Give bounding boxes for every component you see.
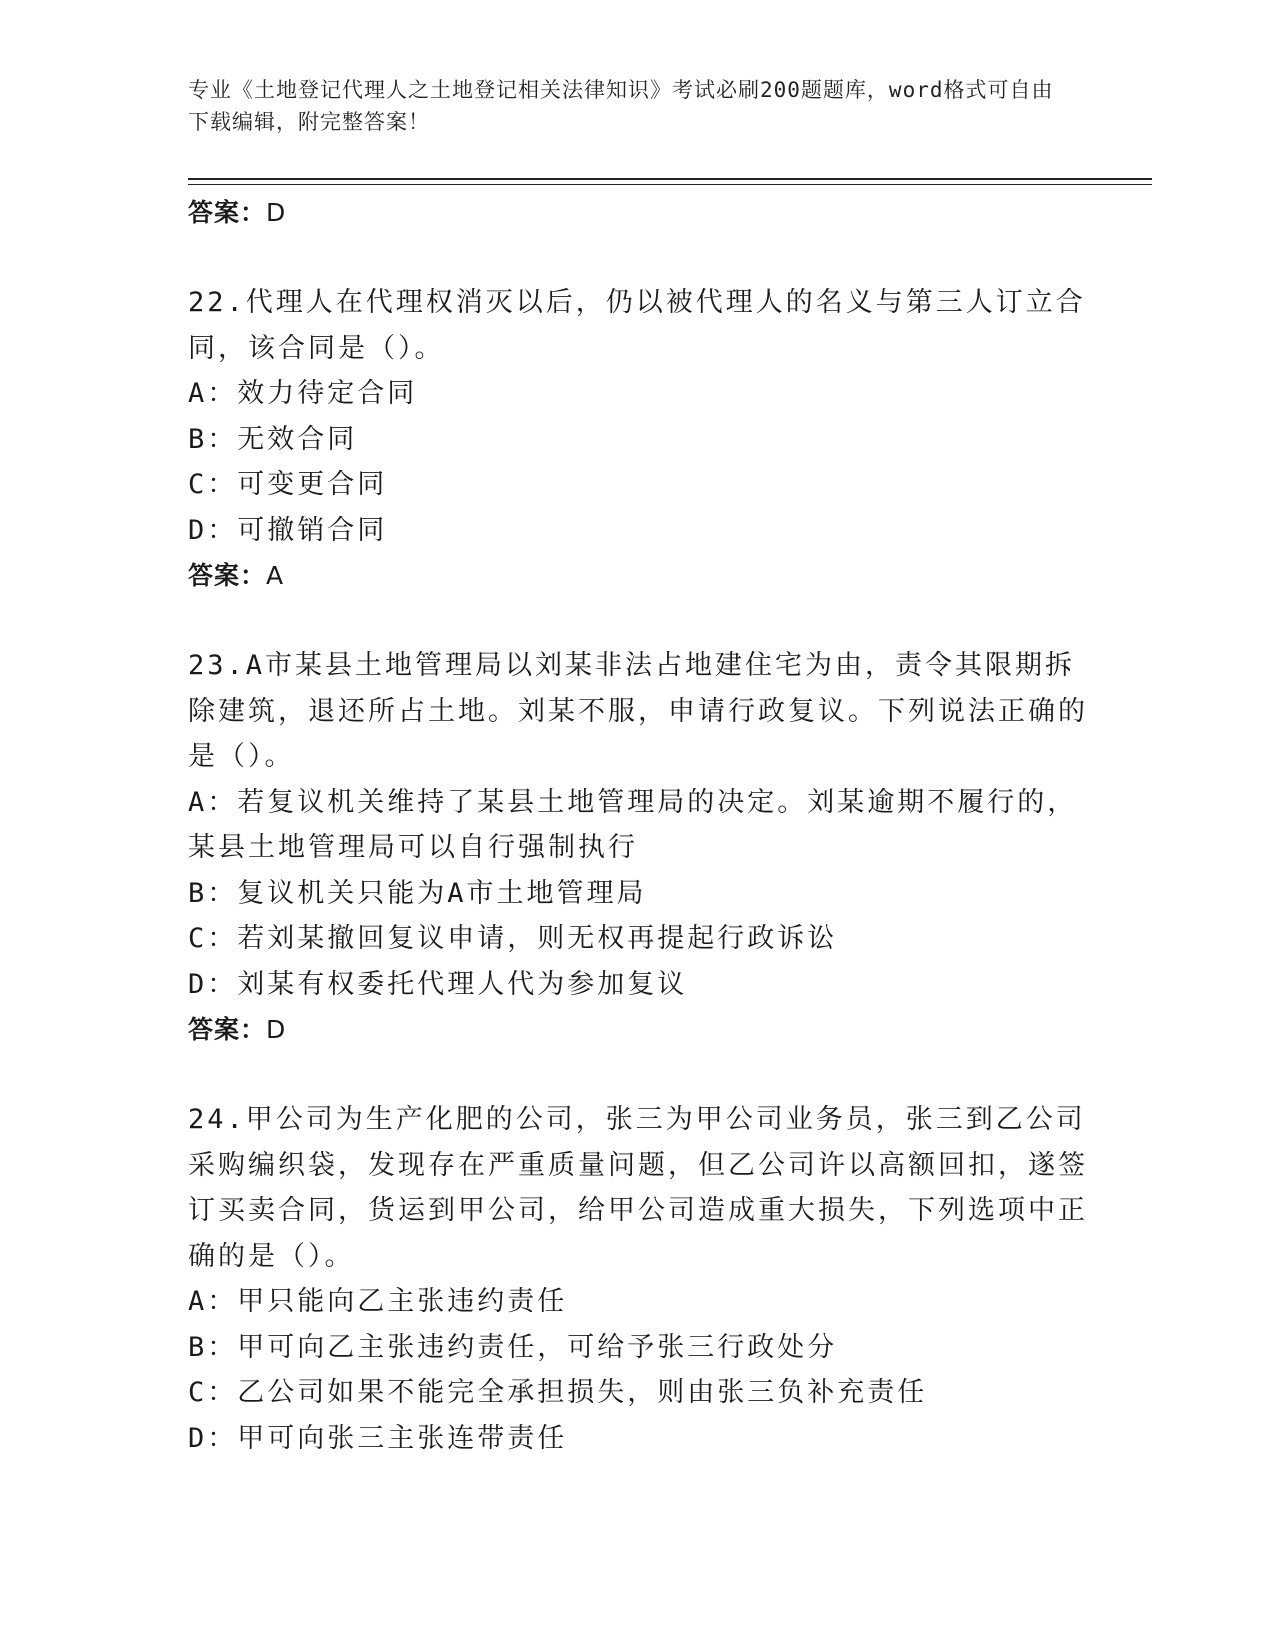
option-b: B：无效合同 <box>188 423 358 455</box>
option-a: A：若复议机关维持了某县土地管理局的决定。刘某逾期不履行的，某县土地管理局可以自行强制执行 <box>188 786 1078 863</box>
header-divider-thick <box>188 178 1152 180</box>
spacer <box>188 1052 1088 1097</box>
answer-line <box>188 1007 1088 1052</box>
option-a: A：甲只能向乙主张违约责任 <box>188 1286 568 1317</box>
answer-label: 答案： <box>188 1015 267 1044</box>
spacer <box>188 235 1088 280</box>
option-c: C：可变更合同 <box>188 469 388 500</box>
answer-line <box>188 553 1088 598</box>
answer-label: 答案： <box>188 198 267 227</box>
option-d: D：刘某有权委托代理人代为参加复议 <box>188 968 688 1000</box>
answer-value: A <box>266 561 285 590</box>
answer-value: D <box>266 198 287 227</box>
question-list <box>188 190 1088 1461</box>
question-stem: 24.甲公司为生产化肥的公司，张三为甲公司业务员，张三到乙公司采购编织袋，发现存在严重质量问题，但乙公司许以高额回扣，遂签订买卖合同，货运到甲公司，给甲公司造成重大损失，下列选项中正确的是（）。 <box>188 1104 1088 1272</box>
question-stem: 22.代理人在代理权消灭以后，仍以被代理人的名义与第三人订立合同，该合同是（）。 <box>188 287 1086 364</box>
option-d: D：甲可向张三主张连带责任 <box>188 1422 568 1454</box>
header-divider-thin <box>188 184 1152 185</box>
spacer <box>188 598 1088 643</box>
answer-label: 答案： <box>188 561 267 590</box>
option-b: B：甲可向乙主张违约责任，可给予张三行政处分 <box>188 1331 838 1363</box>
option-b: B：复议机关只能为A市土地管理局 <box>188 877 647 909</box>
answer-line <box>188 190 1088 235</box>
document-header-title: 专业《土地登记代理人之土地登记相关法律知识》考试必刷200题题库，word格式可自由下载编辑，附完整答案！ <box>188 78 1054 134</box>
answer-value: D <box>266 1015 287 1044</box>
question-stem: 23.A市某县土地管理局以刘某非法占地建住宅为由，责令其限期拆除建筑，退还所占土地。刘某不服，申请行政复议。下列说法正确的是（）。 <box>188 650 1088 772</box>
option-c: C：若刘某撤回复议申请，则无权再提起行政诉讼 <box>188 923 838 954</box>
option-a: A：效力待定合同 <box>188 378 418 409</box>
option-d: D：可撤销合同 <box>188 514 388 546</box>
option-c: C：乙公司如果不能完全承担损失，则由张三负补充责任 <box>188 1377 928 1408</box>
